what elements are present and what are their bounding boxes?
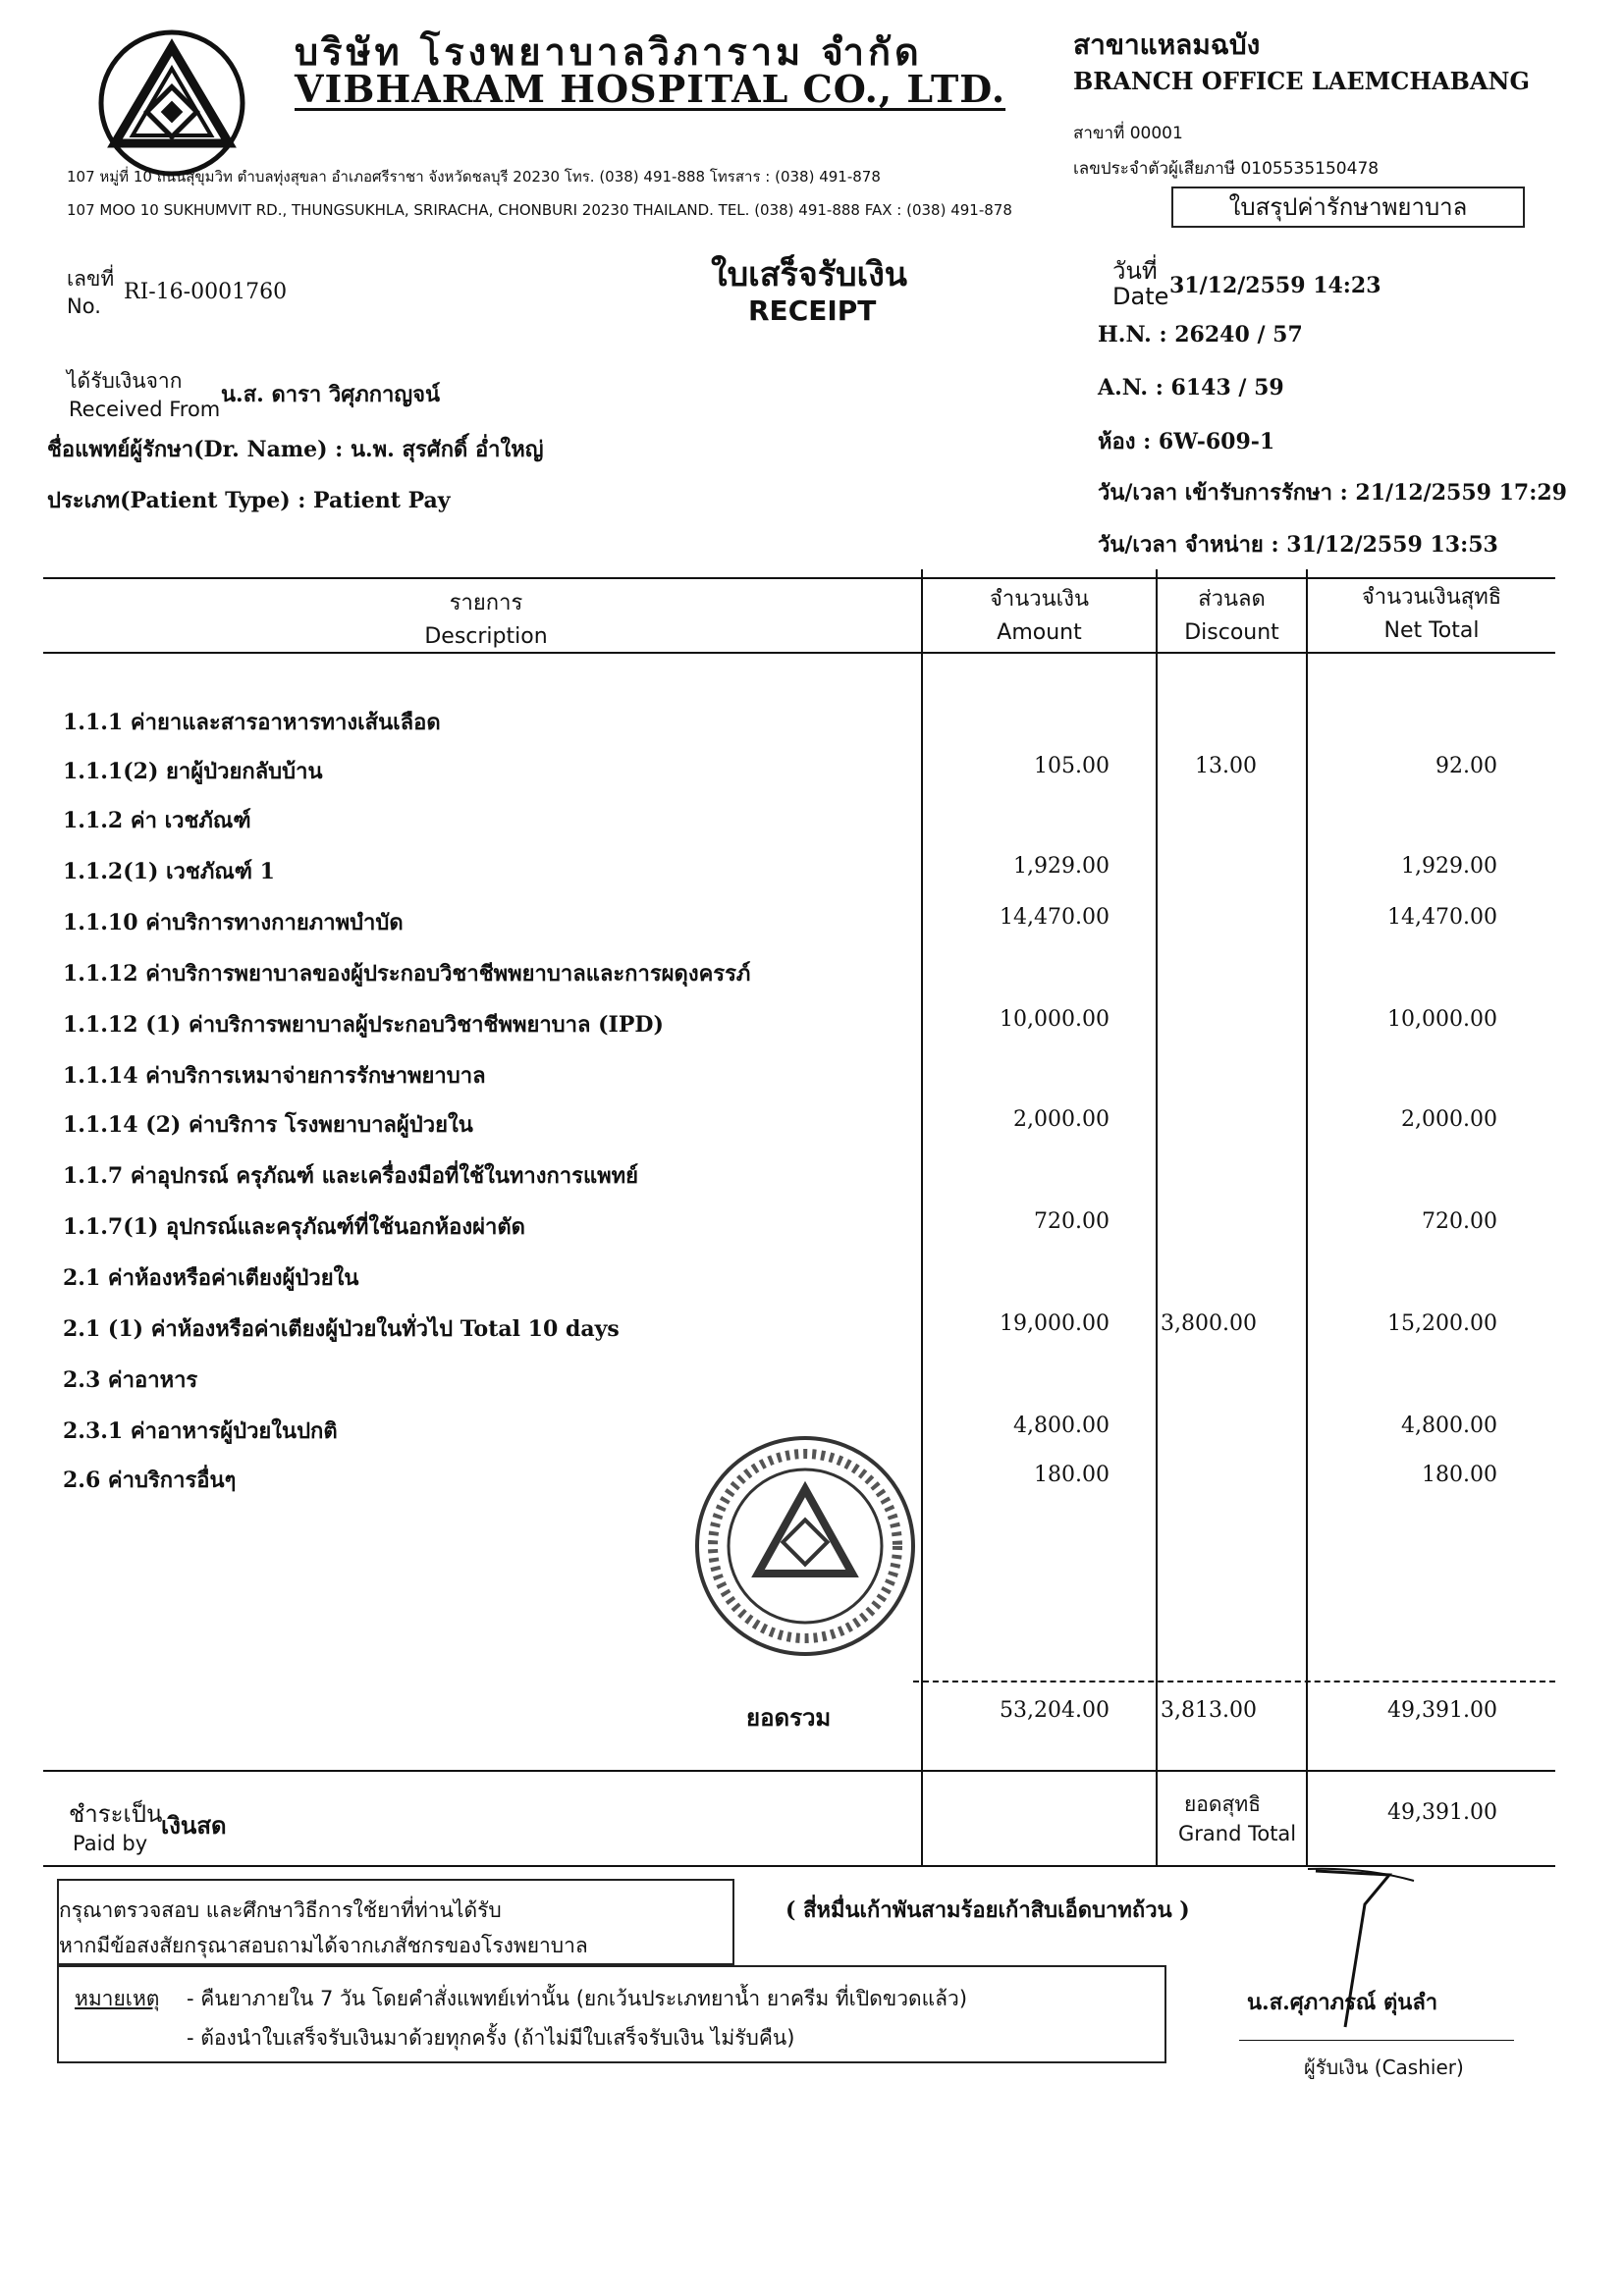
total-bottom-border <box>43 1770 1555 1772</box>
discharge-datetime: วัน/เวลา จำหน่าย : 31/12/2559 13:53 <box>1098 532 1498 558</box>
line-item-description: 1.1.12 (1) ค่าบริการพยาบาลผู้ประกอบวิชาชีพพยาบาล (IPD) <box>63 1012 664 1038</box>
receipt-title-english: RECEIPT <box>748 294 877 327</box>
line-item-net: 720.00 <box>1422 1209 1497 1234</box>
line-item-amount: 19,000.00 <box>1000 1311 1110 1336</box>
paid-by-value: เงินสด <box>161 1811 227 1840</box>
line-item-description: 1.1.1 ค่ายาและสารอาหารทางเส้นเลือด <box>63 710 441 735</box>
doctor-name: ชื่อแพทย์ผู้รักษา(Dr. Name) : น.พ. สุรศักดิ์ อ่ำใหญ่ <box>47 437 544 462</box>
grand-total-label-thai: ยอดสุทธิ <box>1184 1792 1262 1816</box>
receipt-title-thai: ใบเสร็จรับเงิน <box>711 255 908 294</box>
line-item-net: 1,929.00 <box>1401 854 1497 879</box>
an-number: A.N. : 6143 / 59 <box>1098 375 1284 400</box>
line-item-discount: 13.00 <box>1195 754 1257 778</box>
receipt-no-value: RI-16-0001760 <box>124 280 288 304</box>
total-amount: 53,204.00 <box>1000 1698 1110 1723</box>
line-item-discount: 3,800.00 <box>1161 1311 1257 1336</box>
line-item-amount: 720.00 <box>1034 1209 1110 1234</box>
total-label: ยอดรวม <box>746 1703 832 1732</box>
line-item-amount: 10,000.00 <box>1000 1007 1110 1032</box>
line-item-net: 15,200.00 <box>1387 1311 1497 1336</box>
cashier-label: ผู้รับเงิน (Cashier) <box>1304 2056 1464 2079</box>
remarks-box <box>57 1965 1166 2063</box>
patient-type: ประเภท(Patient Type) : Patient Pay <box>47 488 451 513</box>
table-top-border <box>43 577 1555 579</box>
received-from-value: น.ส. ดารา วิศุภกาญจน์ <box>221 382 441 407</box>
received-from-label-english: Received From <box>69 398 221 421</box>
line-item-description: 1.1.2(1) เวชภัณฑ์ 1 <box>63 859 275 884</box>
line-item-net: 10,000.00 <box>1387 1007 1497 1032</box>
received-from-label-thai: ได้รับเงินจาก <box>67 369 183 393</box>
line-item-amount: 4,800.00 <box>1013 1414 1110 1438</box>
header-description-english: Description <box>424 624 548 649</box>
branch-number: สาขาที่ 00001 <box>1073 124 1183 143</box>
check-note-2: หากมีข้อสงสัยกรุณาสอบถามได้จากเภสัชกรของโรงพยาบาล <box>59 1934 588 1957</box>
header-discount-english: Discount <box>1184 620 1279 645</box>
paid-by-label-thai: ชำระเป็น <box>69 1800 163 1828</box>
total-net: 49,391.00 <box>1387 1698 1497 1723</box>
tax-id: เลขประจำตัวผู้เสียภาษี 0105535150478 <box>1073 159 1380 179</box>
line-item-description: 1.1.12 ค่าบริการพยาบาลของผู้ประกอบวิชาชีพพยาบาลและการผดุงครรภ์ <box>63 961 751 987</box>
line-item-net: 2,000.00 <box>1401 1107 1497 1132</box>
remark-1: - คืนยาภายใน 7 วัน โดยคำสั่งแพทย์เท่านั้น (ยกเว้นประเภทยาน้ำ ยาครีม ที่เปิดขวดแล้ว) <box>187 1987 968 2010</box>
date-label-thai: วันที่ <box>1112 257 1158 285</box>
room-number: ห้อง : 6W-609-1 <box>1098 429 1275 454</box>
header-amount <box>923 583 1156 650</box>
header-description <box>59 587 913 654</box>
grand-total-label-english: Grand Total <box>1178 1822 1297 1845</box>
column-divider-discount <box>1156 569 1158 1865</box>
address-thai: 107 หมู่ที่ 10 ถนนสุขุมวิท ตำบลทุ่งสุขลา อำเภอศรีราชา จังหวัดชลบุรี 20230 โทร. (038) 491-888 โทรสาร : (038) 491-878 <box>67 168 881 186</box>
amount-in-words: ( สี่หมื่นเก้าพันสามร้อยเก้าสิบเอ็ดบาทถ้วน ) <box>785 1897 1190 1923</box>
line-item-description: 1.1.14 (2) ค่าบริการ โรงพยาบาลผู้ป่วยใน <box>63 1112 473 1138</box>
header-net-total <box>1308 581 1555 648</box>
line-item-description: 1.1.7 ค่าอุปกรณ์ ครุภัณฑ์ และเครื่องมือที่ใช้ในทางการแพทย์ <box>63 1163 639 1189</box>
address-english: 107 MOO 10 SUKHUMVIT RD., THUNGSUKHLA, SRIRACHA, CHONBURI 20230 THAILAND. TEL. (038) 491-888 FAX : (038) 491-878 <box>67 201 1012 219</box>
branch-name-english: BRANCH OFFICE LAEMCHABANG <box>1073 67 1530 95</box>
line-item-description: 1.1.1(2) ยาผู้ป่วยกลับบ้าน <box>63 759 323 784</box>
date-label-english: Date <box>1112 283 1169 310</box>
line-item-amount: 2,000.00 <box>1013 1107 1110 1132</box>
header-discount <box>1158 583 1306 650</box>
header-amount-thai: จำนวนเงิน <box>990 587 1089 612</box>
header-discount-thai: ส่วนลด <box>1198 587 1266 612</box>
header-net-total-thai: จำนวนเงินสุทธิ <box>1361 585 1502 610</box>
hn-number: H.N. : 26240 / 57 <box>1098 322 1303 347</box>
hospital-stamp <box>687 1428 923 1664</box>
total-discount: 3,813.00 <box>1161 1698 1257 1723</box>
hospital-logo <box>93 27 250 180</box>
line-item-amount: 180.00 <box>1034 1463 1110 1487</box>
cashier-signature-line <box>1239 2040 1514 2041</box>
line-item-amount: 1,929.00 <box>1013 854 1110 879</box>
admit-datetime: วัน/เวลา เข้ารับการรักษา : 21/12/2559 17:29 <box>1098 480 1567 506</box>
line-item-net: 92.00 <box>1435 754 1497 778</box>
header-amount-english: Amount <box>997 620 1082 645</box>
line-item-description: 1.1.14 ค่าบริการเหมาจ่ายการรักษาพยาบาล <box>63 1063 486 1089</box>
line-item-description: 1.1.7(1) อุปกรณ์และครุภัณฑ์ที่ใช้นอกห้องผ่าตัด <box>63 1214 525 1240</box>
company-name-thai: บริษัท โรงพยาบาลวิภาราม จำกัด <box>295 29 923 74</box>
line-item-net: 14,470.00 <box>1387 905 1497 930</box>
header-description-thai: รายการ <box>449 591 523 615</box>
date-value: 31/12/2559 14:23 <box>1169 273 1381 298</box>
grand-total-value: 49,391.00 <box>1387 1800 1497 1825</box>
branch-name-thai: สาขาแหลมฉบัง <box>1073 28 1261 61</box>
line-item-description: 1.1.2 ค่า เวชภัณฑ์ <box>63 808 251 833</box>
line-item-amount: 105.00 <box>1034 754 1110 778</box>
receipt-no-label-thai: เลขที่ <box>67 267 115 291</box>
line-item-description: 2.6 ค่าบริการอื่นๆ <box>63 1468 237 1493</box>
document-type-box: ใบสรุปค่ารักษาพยาบาล <box>1171 187 1525 228</box>
remarks-label: หมายเหตุ <box>75 1987 160 2010</box>
header-net-total-english: Net Total <box>1383 618 1480 643</box>
line-item-description: 2.3 ค่าอาหาร <box>63 1367 198 1393</box>
line-item-description: 2.3.1 ค่าอาหารผู้ป่วยในปกติ <box>63 1418 338 1444</box>
paid-by-label-english: Paid by <box>73 1832 148 1855</box>
line-item-description: 2.1 ค่าห้องหรือค่าเตียงผู้ป่วยใน <box>63 1265 359 1291</box>
cashier-name: น.ส.ศุภาภรณ์ ตุ่นลำ <box>1247 1990 1438 2015</box>
line-item-amount: 14,470.00 <box>1000 905 1110 930</box>
line-item-description: 2.1 (1) ค่าห้องหรือค่าเตียงผู้ป่วยในทั่วไป Total 10 days <box>63 1316 620 1342</box>
line-item-net: 4,800.00 <box>1401 1414 1497 1438</box>
total-dashed-line <box>913 1681 1555 1682</box>
line-item-description: 1.1.10 ค่าบริการทางกายภาพบำบัด <box>63 910 404 935</box>
receipt-no-label-english: No. <box>67 294 101 318</box>
company-name-english: VIBHARAM HOSPITAL CO., LTD. <box>295 67 1006 111</box>
remark-2: - ต้องนำใบเสร็จรับเงินมาด้วยทุกครั้ง (ถ้าไม่มีใบเสร็จรับเงิน ไม่รับคืน) <box>187 2026 795 2050</box>
check-note-1: กรุณาตรวจสอบ และศึกษาวิธีการใช้ยาที่ท่านได้รับ <box>59 1898 502 1922</box>
line-item-net: 180.00 <box>1422 1463 1497 1487</box>
medication-check-box <box>57 1879 734 1965</box>
